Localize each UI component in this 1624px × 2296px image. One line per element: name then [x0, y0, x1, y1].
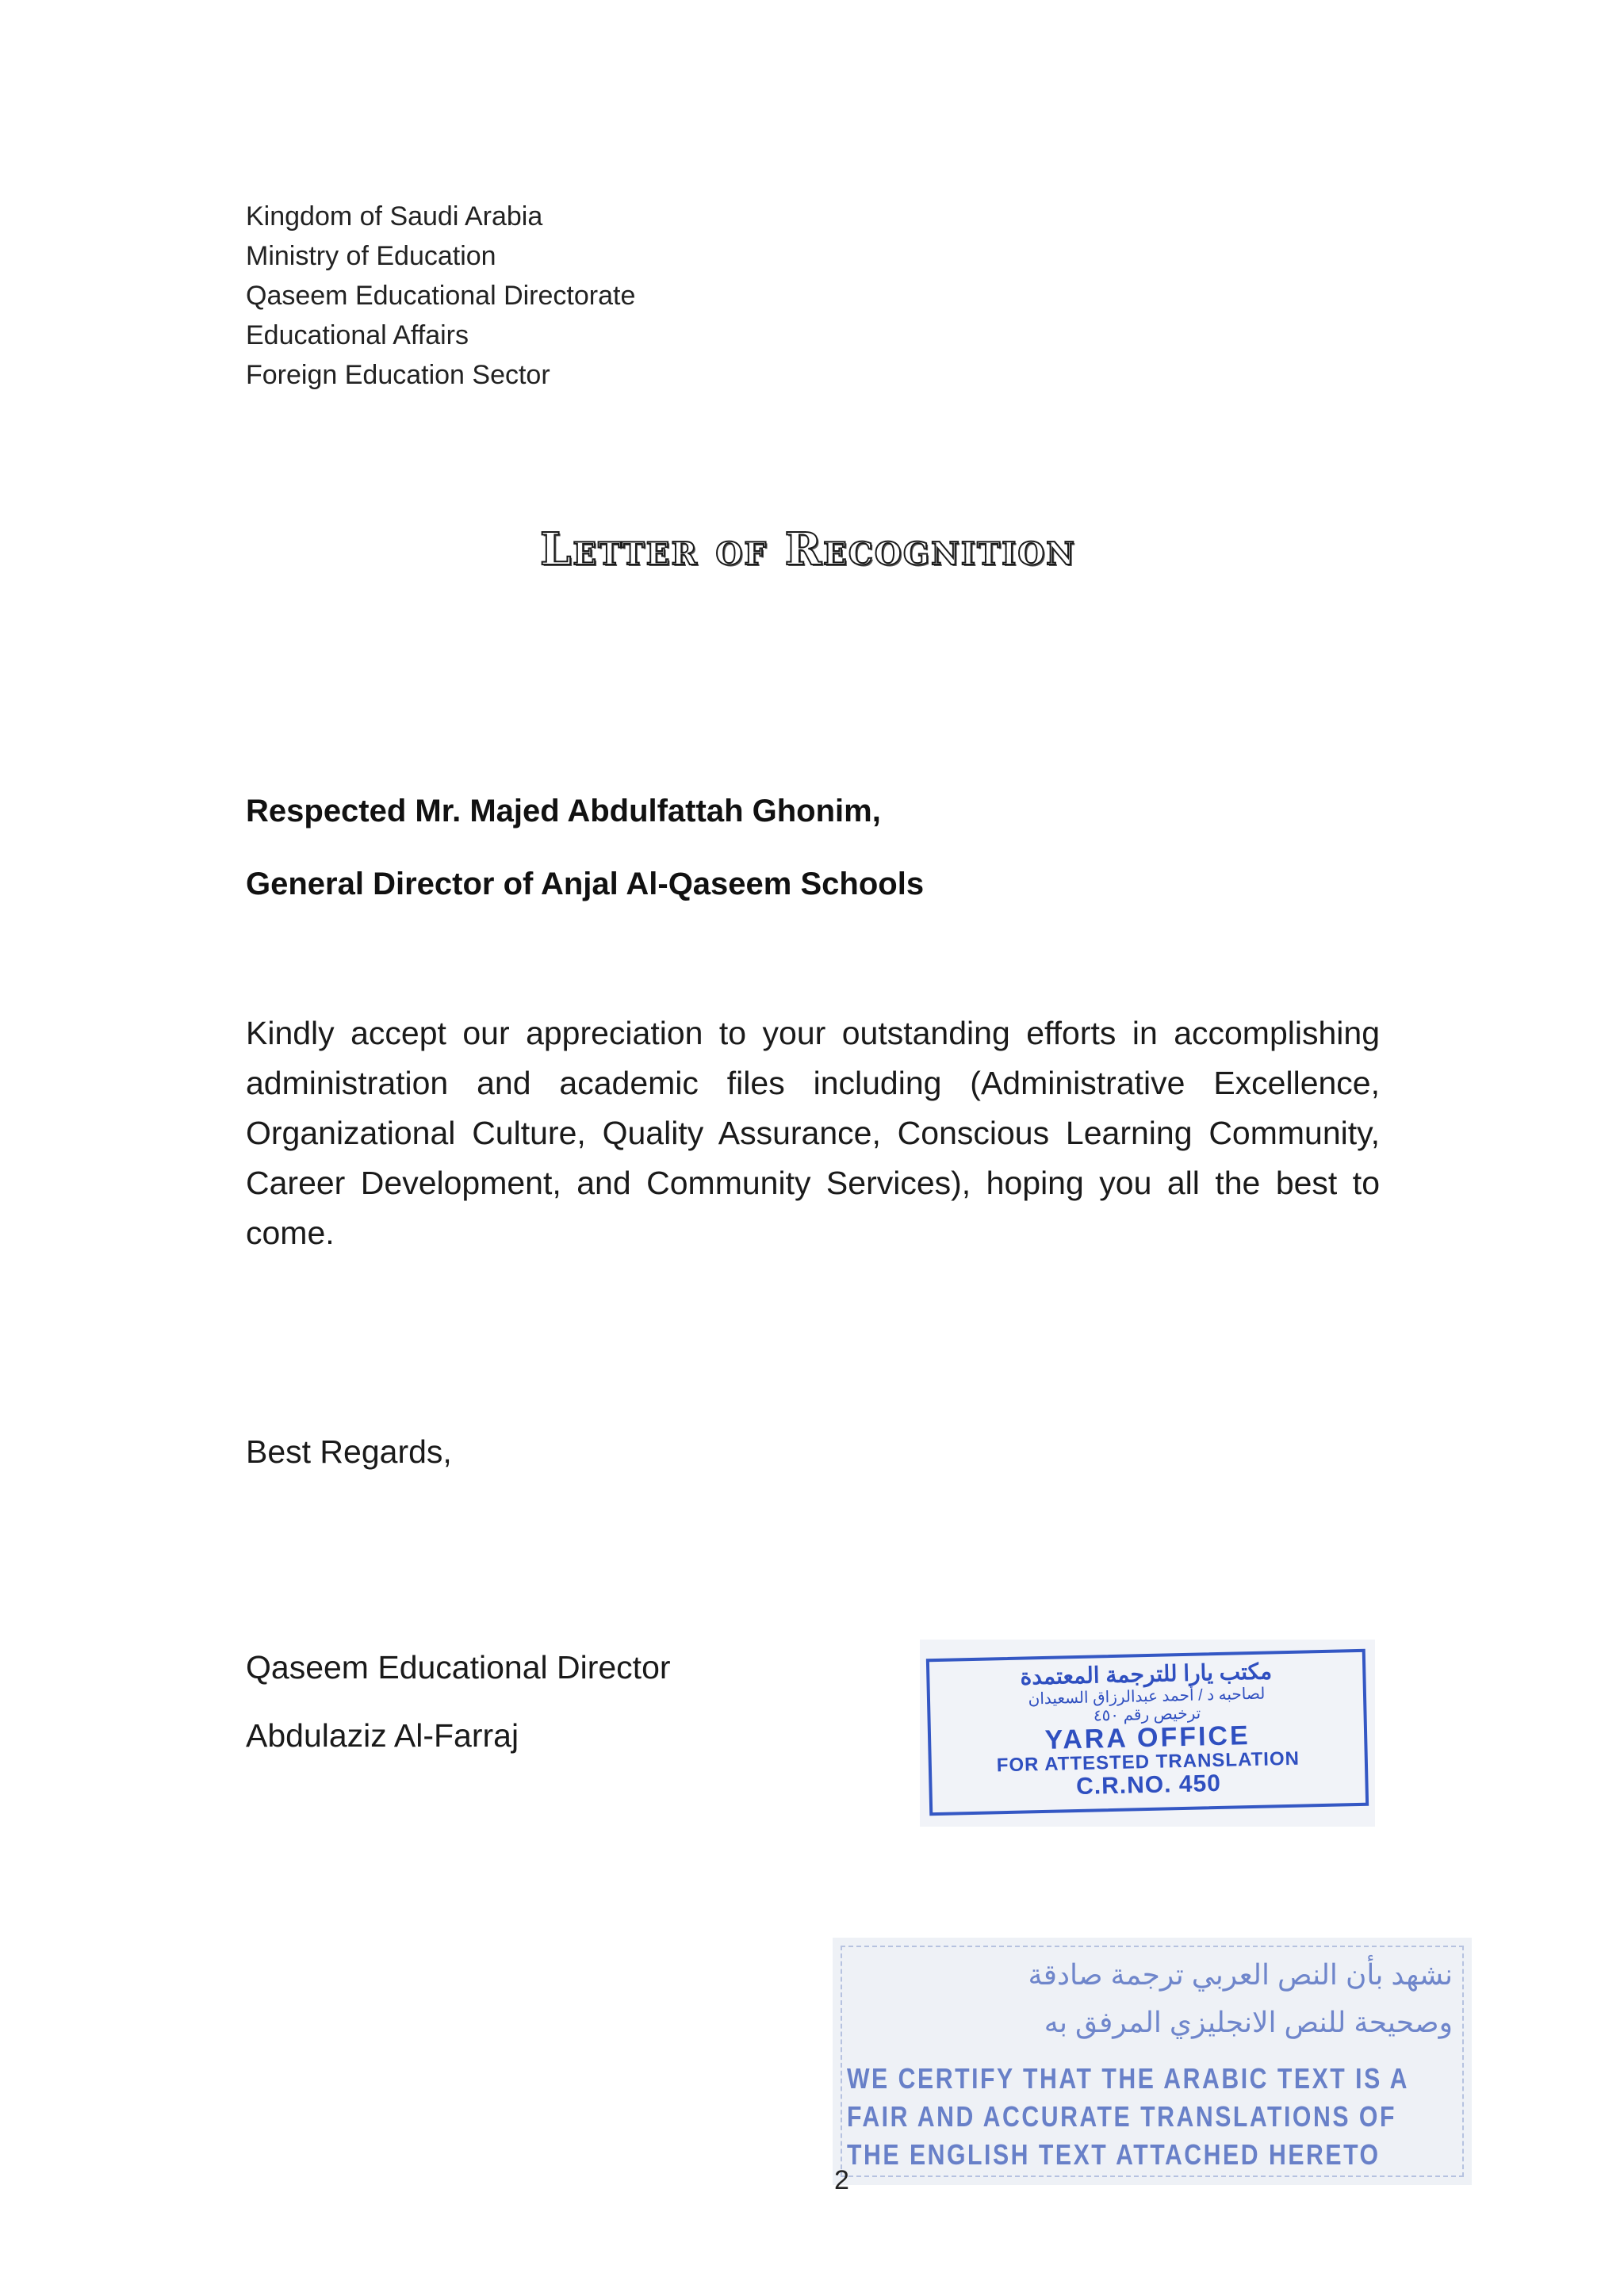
cert-stamp-english-line-2: FAIR AND ACCURATE TRANSLATIONS OF	[847, 2100, 1396, 2133]
certification-stamp	[833, 1938, 1472, 2185]
yara-stamp-frame	[926, 1649, 1369, 1816]
letterhead-country: Kingdom of Saudi Arabia	[246, 201, 543, 232]
letterhead-directorate: Qaseem Educational Directorate	[246, 281, 636, 311]
signature-block	[246, 1647, 671, 1784]
page-title	[0, 523, 1624, 576]
cert-stamp-english-line-3: THE ENGLISH TEXT ATTACHED HERETO	[847, 2138, 1381, 2171]
cert-stamp-arabic-line-1: نشهد بأن النص العربي ترجمة صادقة	[1028, 1958, 1453, 1991]
yara-stamp-arabic-name: مكتب يارا للترجمة المعتمدة	[1020, 1659, 1273, 1689]
letterhead-ministry: Ministry of Education	[246, 241, 496, 271]
page-number: 2	[834, 2165, 849, 2195]
cert-stamp-english-line-1: WE CERTIFY THAT THE ARABIC TEXT IS A	[847, 2062, 1409, 2095]
yara-stamp-arabic-license: ترخيص رقم ٤٥٠	[1093, 1705, 1201, 1725]
page-title-text: Letter of Recognition	[540, 523, 1076, 576]
yara-stamp-office: YARA OFFICE	[1044, 1720, 1251, 1755]
yara-stamp-purpose: FOR ATTESTED TRANSLATION	[996, 1747, 1300, 1777]
signature-title: Qaseem Educational Director	[246, 1649, 671, 1686]
salutation-position: General Director of Anjal Al-Qaseem Schools	[246, 867, 925, 901]
salutation	[246, 793, 1388, 939]
cert-stamp-arabic-line-2: وصحيحة للنص الانجليزي المرفق به	[1044, 2006, 1453, 2038]
letter-body: Kindly accept our appreciation to your outstanding efforts in accomplishing administration and academic files including (Administrative Excellence, Organizational Culture, Quality Assurance, Conscious Learning Community, Career Development, and Community Services), hoping you all the best to come.	[246, 1015, 1380, 1251]
yara-office-stamp	[920, 1640, 1375, 1827]
yara-stamp-cr-number: C.R.NO. 450	[1075, 1770, 1222, 1800]
yara-stamp-arabic-owner: لصاحبه د / أحمد عبدالرزاق السعيدان	[1028, 1685, 1266, 1709]
closing: Best Regards,	[246, 1433, 452, 1470]
letterhead-affairs: Educational Affairs	[246, 320, 469, 350]
letterhead-sector: Foreign Education Sector	[246, 360, 550, 390]
signature-name: Abdulaziz Al-Farraj	[246, 1717, 519, 1754]
salutation-recipient: Respected Mr. Majed Abdulfattah Ghonim,	[246, 794, 881, 828]
letterhead	[246, 197, 880, 395]
